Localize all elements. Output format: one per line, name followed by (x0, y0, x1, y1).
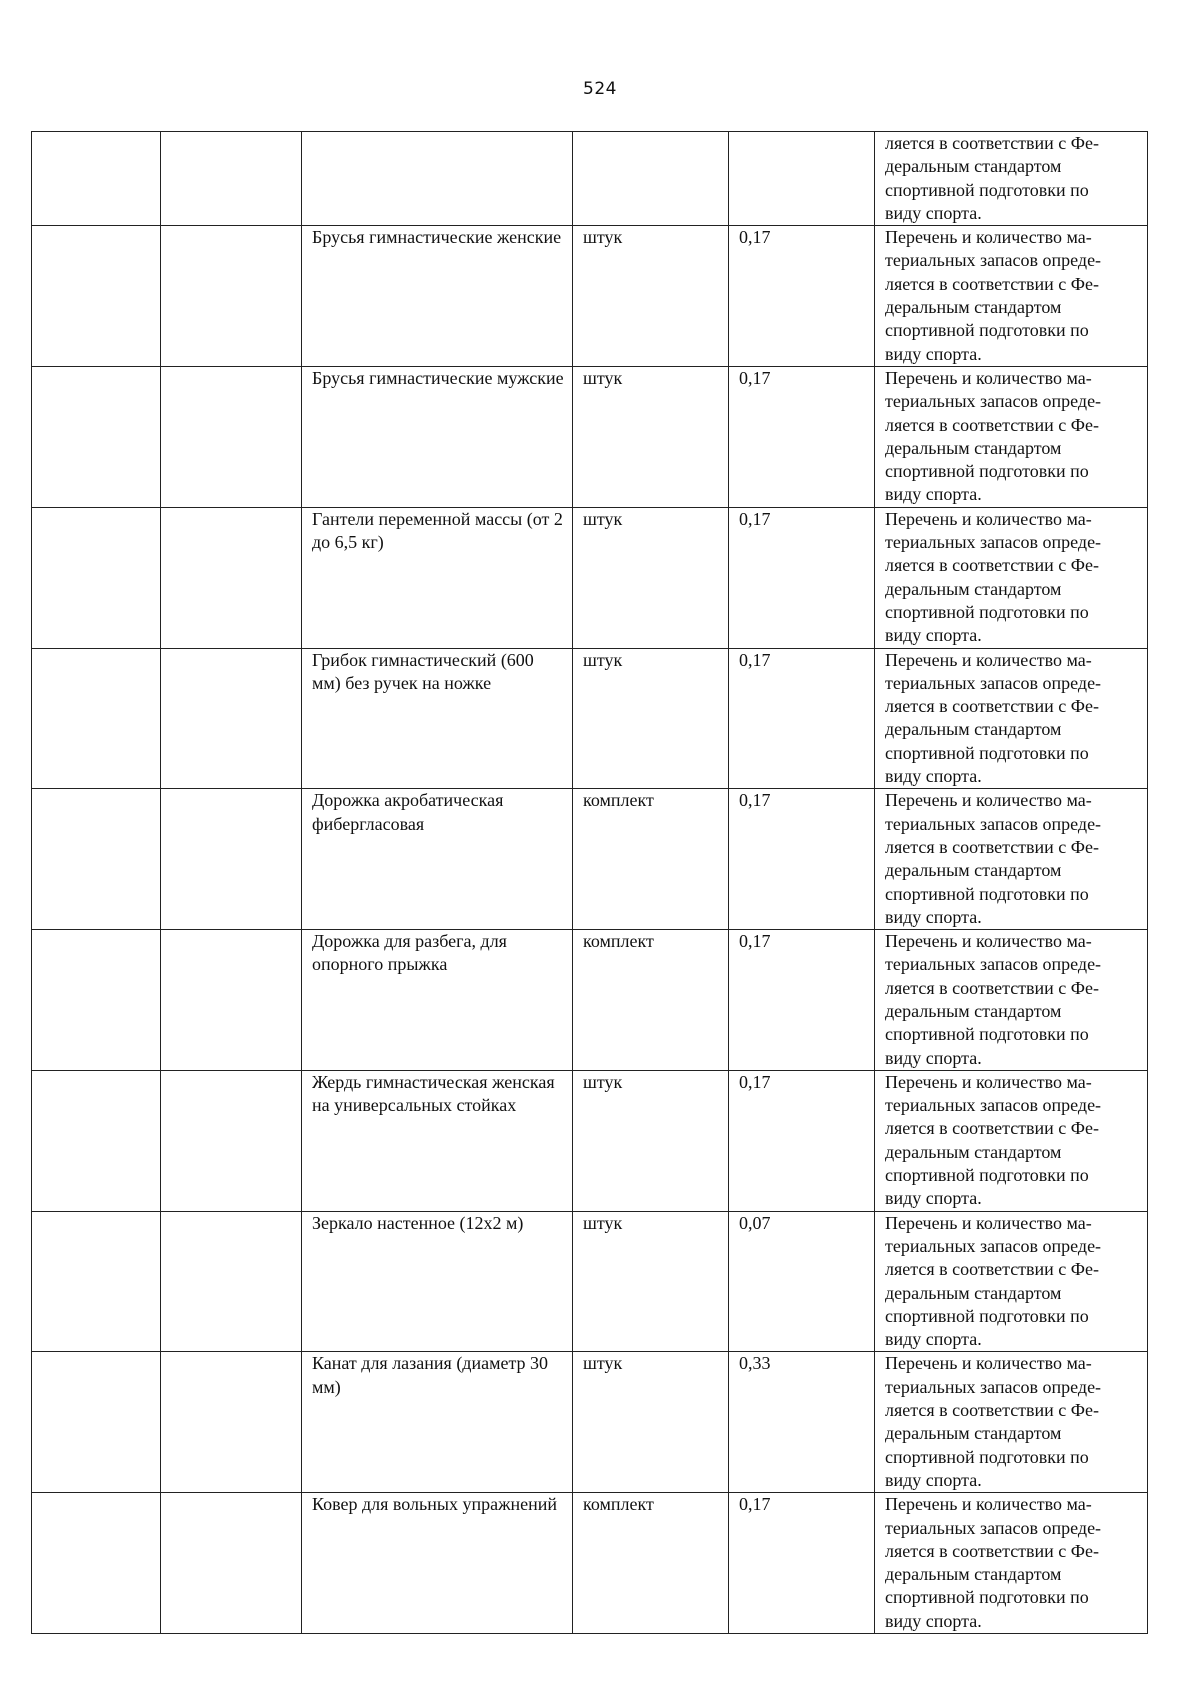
quantity-cell: 0,17 (729, 648, 875, 789)
table-row (32, 930, 1148, 1071)
unit-cell: штук (573, 1070, 729, 1211)
item-name-cell: Жердь гимнастическая женская на универсальных стойках (302, 1070, 573, 1211)
table-row (32, 507, 1148, 648)
section-title-cell (161, 366, 302, 507)
unit-cell (573, 132, 729, 226)
note-cell: Перечень и количество ма- териальных запасов опреде- ляется в соответствии с Фе- деральным стандартом спортивной подготовки по виду спорта. (875, 1211, 1148, 1352)
quantity-cell: 0,17 (729, 1070, 875, 1211)
section-number-cell (32, 132, 161, 226)
quantity-cell (729, 132, 875, 226)
note-cell: Перечень и количество ма- териальных запасов опреде- ляется в соответствии с Фе- деральным стандартом спортивной подготовки по виду спорта. (875, 1493, 1148, 1634)
note-cell: Перечень и количество ма- териальных запасов опреде- ляется в соответствии с Фе- деральным стандартом спортивной подготовки по виду спорта. (875, 507, 1148, 648)
table-row (32, 1352, 1148, 1493)
section-number-cell (32, 648, 161, 789)
table-row (32, 1070, 1148, 1211)
quantity-cell: 0,17 (729, 1493, 875, 1634)
unit-cell: штук (573, 1352, 729, 1493)
note-cell: Перечень и количество ма- териальных запасов опреде- ляется в соответствии с Фе- деральным стандартом спортивной подготовки по виду спорта. (875, 366, 1148, 507)
table-row (32, 366, 1148, 507)
note-cell: Перечень и количество ма- териальных запасов опреде- ляется в соответствии с Фе- деральным стандартом спортивной подготовки по виду спорта. (875, 226, 1148, 367)
item-name-cell: Грибок гимнастический (600 мм) без ручек на ножке (302, 648, 573, 789)
section-number-cell (32, 1070, 161, 1211)
section-number-cell (32, 1493, 161, 1634)
item-name-cell: Брусья гимнастические мужские (302, 366, 573, 507)
quantity-cell: 0,17 (729, 507, 875, 648)
section-title-cell (161, 930, 302, 1071)
note-cell: Перечень и количество ма- териальных запасов опреде- ляется в соответствии с Фе- деральным стандартом спортивной подготовки по виду спорта. (875, 1070, 1148, 1211)
quantity-cell: 0,17 (729, 789, 875, 930)
item-name-cell (302, 132, 573, 226)
note-cell: Перечень и количество ма- териальных запасов опреде- ляется в соответствии с Фе- деральным стандартом спортивной подготовки по виду спорта. (875, 1352, 1148, 1493)
table-row (32, 226, 1148, 367)
item-name-cell: Ковер для вольных упражнений (302, 1493, 573, 1634)
table-row (32, 1493, 1148, 1634)
quantity-cell: 0,17 (729, 930, 875, 1071)
unit-cell: штук (573, 1211, 729, 1352)
section-title-cell (161, 1352, 302, 1493)
section-title-cell (161, 648, 302, 789)
section-number-cell (32, 226, 161, 367)
page-number: 524 (583, 79, 617, 99)
unit-cell: комплект (573, 930, 729, 1071)
quantity-cell: 0,17 (729, 366, 875, 507)
unit-cell: штук (573, 366, 729, 507)
item-name-cell: Гантели переменной массы (от 2 до 6,5 кг) (302, 507, 573, 648)
unit-cell: штук (573, 226, 729, 367)
unit-cell: комплект (573, 789, 729, 930)
item-name-cell: Дорожка для разбега, для опорного прыжка (302, 930, 573, 1071)
quantity-cell: 0,33 (729, 1352, 875, 1493)
section-number-cell (32, 1352, 161, 1493)
note-cell: Перечень и количество ма- териальных запасов опреде- ляется в соответствии с Фе- деральным стандартом спортивной подготовки по виду спорта. (875, 648, 1148, 789)
unit-cell: штук (573, 507, 729, 648)
table-row (32, 1211, 1148, 1352)
section-title-cell (161, 132, 302, 226)
item-name-cell: Канат для лазания (диаметр 30 мм) (302, 1352, 573, 1493)
section-title-cell (161, 1070, 302, 1211)
section-number-cell (32, 930, 161, 1071)
unit-cell: штук (573, 648, 729, 789)
section-number-cell (32, 1211, 161, 1352)
section-title-cell (161, 507, 302, 648)
item-name-cell: Зеркало настенное (12х2 м) (302, 1211, 573, 1352)
note-cell: Перечень и количество ма- териальных запасов опреде- ляется в соответствии с Фе- деральным стандартом спортивной подготовки по виду спорта. (875, 930, 1148, 1071)
table-row (32, 789, 1148, 930)
section-title-cell (161, 226, 302, 367)
section-number-cell (32, 507, 161, 648)
note-cell: ляется в соответствии с Фе- деральным стандартом спортивной подготовки по виду спорта. (875, 132, 1148, 226)
equipment-table (31, 131, 1148, 1634)
note-cell: Перечень и количество ма- териальных запасов опреде- ляется в соответствии с Фе- деральным стандартом спортивной подготовки по виду спорта. (875, 789, 1148, 930)
item-name-cell: Дорожка акробатическая фибергласовая (302, 789, 573, 930)
section-title-cell (161, 1493, 302, 1634)
unit-cell: комплект (573, 1493, 729, 1634)
quantity-cell: 0,07 (729, 1211, 875, 1352)
quantity-cell: 0,17 (729, 226, 875, 367)
table-row (32, 648, 1148, 789)
section-number-cell (32, 366, 161, 507)
item-name-cell: Брусья гимнастические женские (302, 226, 573, 367)
section-number-cell (32, 789, 161, 930)
section-title-cell (161, 1211, 302, 1352)
continuation-row (32, 132, 1148, 226)
section-title-cell (161, 789, 302, 930)
